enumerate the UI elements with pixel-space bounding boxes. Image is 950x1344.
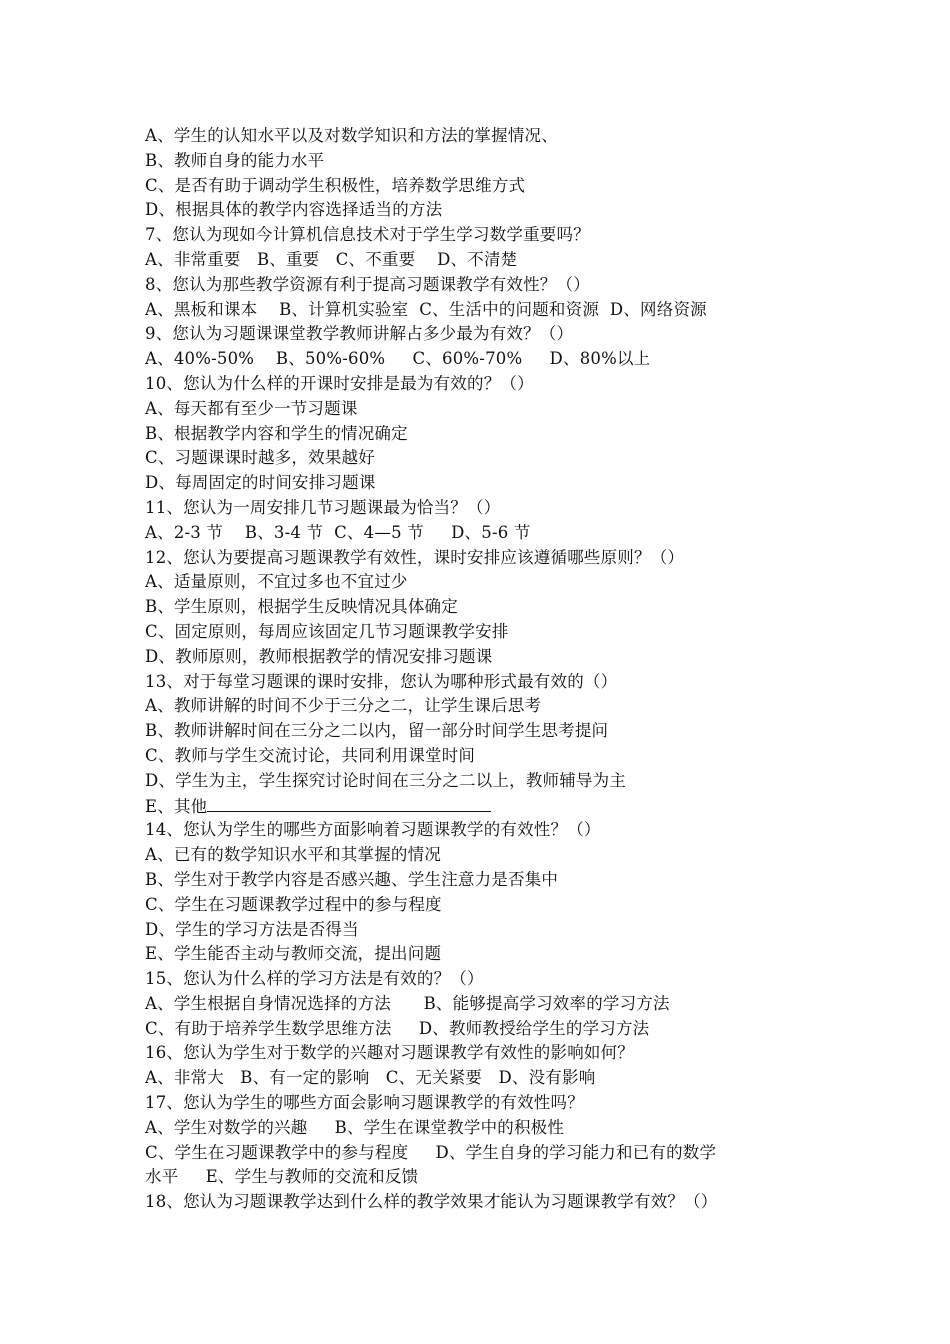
question-15: 15、您认为什么样的学习方法是有效的？（） [145, 969, 484, 989]
question-7: 7、您认为现如今计算机信息技术对于学生学习数学重要吗？ [145, 225, 590, 245]
fill-in-blank[interactable] [207, 794, 491, 812]
text-line: A、非常大 B、有一定的影响 C、无关紧要 D、没有影响 [145, 1068, 596, 1088]
document-page [145, 124, 825, 1215]
other-option-line [145, 794, 825, 819]
text-line: D、根据具体的教学内容选择适当的方法 [145, 200, 443, 220]
text-line: C、习题课课时越多，效果越好 [145, 448, 375, 468]
text-line: C、教师与学生交流讨论，共同利用课堂时间 [145, 745, 476, 765]
text-line: B、根据教学内容和学生的情况确定 [145, 423, 408, 443]
text-line: A、已有的数学知识水平和其掌握的情况 [145, 845, 442, 865]
text-line: C、固定原则，每周应该固定几节习题课教学安排 [145, 621, 509, 641]
text-line: B、教师自身的能力水平 [145, 150, 325, 170]
text-line: A、40%-50% B、50%-60% C、60%-70% D、80%以上 [145, 349, 651, 369]
text-line: 水平 E、学生与教师的交流和反馈 [145, 1167, 419, 1187]
question-13: 13、对于每堂习题课的课时安排，您认为哪种形式最有效的（） [145, 671, 618, 691]
question-10: 10、您认为什么样的开课时安排是最为有效的？（） [145, 373, 534, 393]
text-line: A、学生的认知水平以及对数学知识和方法的掌握情况、 [145, 126, 558, 145]
text-line: A、教师讲解的时间不少于三分之二，让学生课后思考 [145, 696, 542, 716]
text-line: A、学生对数学的兴趣 B、学生在课堂教学中的积极性 [145, 1117, 565, 1137]
question-11: 11、您认为一周安排几节习题课最为恰当？（） [145, 497, 501, 517]
text-line: A、适量原则，不宜过多也不宜过少 [145, 572, 408, 592]
other-option-label: E、其他 [145, 796, 208, 816]
text-line: A、黑板和课本 B、计算机实验室 C、生活中的问题和资源 D、网络资源 [145, 299, 707, 319]
text-line: B、学生原则，根据学生反映情况具体确定 [145, 597, 458, 617]
text-line: E、学生能否主动与教师交流，提出问题 [145, 944, 442, 964]
question-14: 14、您认为学生的哪些方面影响着习题课教学的有效性？（） [145, 820, 601, 840]
text-line: D、教师原则，教师根据教学的情况安排习题课 [145, 646, 493, 666]
question-16: 16、您认为学生对于数学的兴趣对习题课教学有效性的影响如何？ [145, 1043, 634, 1063]
text-line: D、每周固定的时间安排习题课 [145, 473, 376, 493]
text-line: A、2-3 节 B、3-4 节 C、4—5 节 D、5-6 节 [145, 522, 531, 542]
text-line: D、学生为主，学生探究讨论时间在三分之二以上，教师辅导为主 [145, 770, 627, 790]
question-8: 8、您认为那些教学资源有利于提高习题课教学有效性？（） [145, 274, 590, 294]
text-line: C、学生在习题课教学中的参与程度 D、学生自身的学习能力和已有的数学 [145, 1142, 717, 1162]
question-18: 18、您认为习题课教学达到什么样的教学效果才能认为习题课教学有效？（） [145, 1192, 718, 1212]
text-line: C、是否有助于调动学生积极性，培养数学思维方式 [145, 175, 526, 195]
question-17: 17、您认为学生的哪些方面会影响习题课教学的有效性吗？ [145, 1093, 584, 1113]
text-line: C、有助于培养学生数学思维方法 D、教师教授给学生的学习方法 [145, 1018, 650, 1038]
text-line: A、每天都有至少一节习题课 [145, 398, 358, 418]
text-line: C、学生在习题课教学过程中的参与程度 [145, 894, 442, 914]
text-line: A、学生根据自身情况选择的方法 B、能够提高学习效率的学习方法 [145, 993, 670, 1013]
text-line: A、非常重要 B、重要 C、不重要 D、不清楚 [145, 249, 518, 269]
question-9: 9、您认为习题课课堂教学教师讲解占多少最为有效？（） [145, 324, 574, 344]
text-line: B、教师讲解时间在三分之二以内，留一部分时间学生思考提问 [145, 721, 609, 741]
text-line: D、学生的学习方法是否得当 [145, 919, 359, 939]
text-line: B、学生对于教学内容是否感兴趣、学生注意力是否集中 [145, 869, 559, 889]
question-12: 12、您认为要提高习题课教学有效性，课时安排应该遵循哪些原则？（） [145, 547, 685, 567]
